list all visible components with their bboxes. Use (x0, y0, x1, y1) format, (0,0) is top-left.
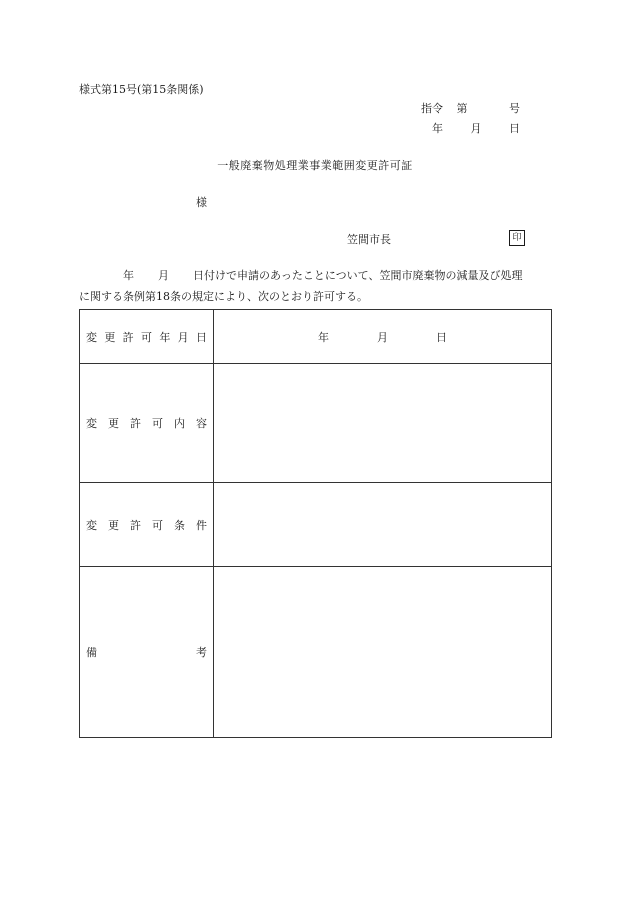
label-char: 容 (196, 417, 207, 430)
row-label-remarks (80, 567, 214, 738)
label-char: 更 (104, 330, 116, 344)
body-month: 月 (158, 269, 169, 282)
label-char: 更 (108, 417, 119, 430)
value-change-content (214, 364, 552, 483)
value-year: 年 (318, 330, 329, 344)
table-row (80, 310, 552, 364)
table-row (80, 567, 552, 738)
label-char: 可 (140, 330, 152, 344)
addressee-suffix: 様 (196, 196, 207, 209)
seal-mark: 印 (509, 230, 525, 246)
label-char: 考 (196, 646, 207, 659)
issuer-name: 笠間市長 (347, 233, 391, 246)
directive-label: 指令 (421, 102, 443, 115)
label-char: 変 (86, 330, 97, 344)
permit-body-text (79, 265, 557, 307)
label-char: 更 (108, 518, 119, 532)
issue-date-day: 日 (509, 122, 520, 135)
table-row (80, 364, 552, 483)
permit-details-table (79, 309, 552, 738)
label-char: 可 (152, 417, 163, 430)
directive-number-line (421, 100, 520, 116)
label-char: 件 (196, 518, 207, 532)
value-change-conditions (214, 483, 552, 567)
value-day: 日 (436, 330, 447, 344)
issue-date-year: 年 (432, 122, 443, 135)
label-char: 許 (130, 518, 141, 532)
label-char: 条 (174, 518, 185, 532)
label-char: 許 (122, 330, 134, 344)
table-row (80, 483, 552, 567)
label-char: 内 (174, 417, 185, 430)
body-year: 年 (123, 269, 134, 282)
row-label-change-conditions (80, 483, 214, 567)
value-month: 月 (377, 330, 388, 344)
label-char: 変 (86, 518, 97, 532)
body-text-line2: に関する条例第18条の規定により、次のとおり許可する。 (79, 290, 368, 303)
label-char: 可 (152, 518, 163, 532)
directive-dai: 第 (456, 102, 468, 115)
directive-go: 号 (509, 102, 520, 115)
body-text-line1: 日付けで申請のあったことについて、笠間市廃棄物の減量及び処理 (193, 269, 523, 282)
value-remarks (214, 567, 552, 738)
issue-date-month: 月 (470, 122, 482, 135)
row-label-change-date (80, 310, 214, 364)
document-title: 一般廃棄物処理業事業範囲変更許可証 (217, 159, 413, 172)
label-char: 月 (177, 330, 189, 344)
form-number: 様式第15号(第15条関係) (79, 83, 204, 96)
value-change-date (214, 310, 552, 364)
row-label-change-content (80, 364, 214, 483)
label-char: 変 (86, 417, 97, 430)
issue-date-line (432, 120, 520, 136)
label-char: 日 (195, 330, 207, 344)
label-char: 年 (159, 330, 171, 344)
label-char: 備 (86, 646, 97, 659)
label-char: 許 (130, 417, 141, 430)
